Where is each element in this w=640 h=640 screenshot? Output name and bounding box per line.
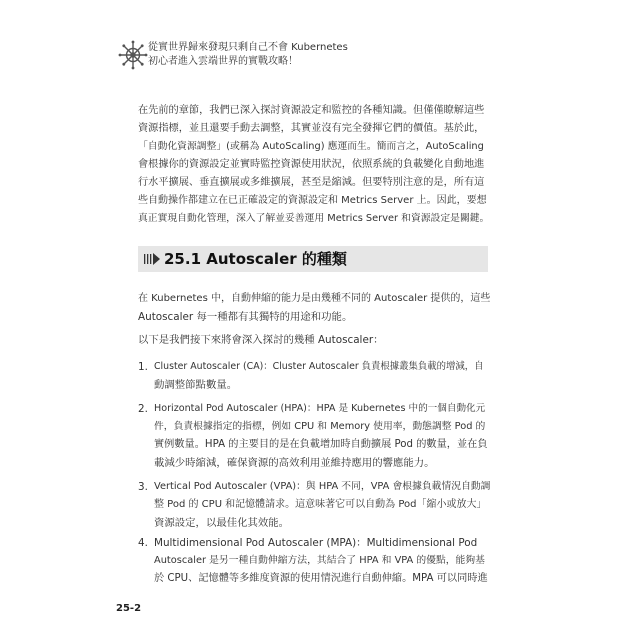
list-number: 2. xyxy=(138,403,148,415)
paragraph-autoscaler-intro xyxy=(138,290,490,326)
text-line: 在先前的章節，我們已深入探討資源設定和監控的各種知識。但僅僅瞭解這些 xyxy=(138,105,485,116)
text-line: 動調整節點數量。 xyxy=(154,379,238,391)
text-line: 資源設定，以最佳化其效能。 xyxy=(154,517,290,529)
book-title-line-2: 初心者進入雲端世界的實戰攻略！ xyxy=(148,56,298,67)
intro-paragraph xyxy=(138,102,490,228)
kubernetes-helm-icon xyxy=(118,40,148,70)
text-line: 資源指標，並且還要手動去調整，其實並沒有完全發揮它們的價值。基於此， xyxy=(138,123,485,134)
text-line: 在 Kubernetes 中，自動伸縮的能力是由幾種不同的 Autoscaler 提供的，這些 xyxy=(138,293,491,304)
list-number: 4. xyxy=(138,537,148,549)
page-number: 25-2 xyxy=(116,603,142,614)
text-line: 「自動化資源調整」(或稱為 AutoScaling) 應運而生。簡而言之，AutoScaling xyxy=(138,141,484,152)
list-number: 3. xyxy=(138,481,148,493)
text-line: 以下是我們接下來將會深入探討的幾種 Autoscaler： xyxy=(138,334,384,346)
text-line: 些自動操作都建立在已正確設定的資源設定和 Metrics Server 上。因此，要想 xyxy=(138,195,487,206)
list-number: 1. xyxy=(138,361,148,373)
list-item xyxy=(138,400,490,472)
text-line: 於 CPU、記憶體等多維度資源的使用情況進行自動伸縮。MPA 可以同時進 xyxy=(154,573,488,584)
list-item xyxy=(138,478,490,532)
text-line: 會根據你的資源設定並實時監控資源使用狀況，依照系統的負載變化自動地進 xyxy=(138,159,485,170)
text-line: 載減少時縮減，確保資源的高效利用並維持應用的響應能力。 xyxy=(154,457,435,469)
text-line: 件，負責根據指定的指標，例如 CPU 和 Memory 使用率，動態調整 Pod 的 xyxy=(154,421,486,432)
section-heading xyxy=(138,246,488,272)
text-line: 實例數量。HPA 的主要目的是在負載增加時自動擴展 Pod 的數量，並在負 xyxy=(154,439,488,450)
text-line: Autoscaler 是另一種自動伸縮方法，其結合了 HPA 和 VPA 的優點，能夠基 xyxy=(154,555,485,566)
text-line: Autoscaler 每一種都有其獨特的用途和功能。 xyxy=(138,311,353,323)
text-line: Horizontal Pod Autoscaler (HPA)：HPA 是 Kubernetes 中的一個自動化元 xyxy=(154,403,486,414)
text-line: Vertical Pod Autoscaler (VPA)：與 HPA 不同，VPA 會根據負載情況自動調 xyxy=(154,481,491,492)
section-title: 25.1 Autoscaler 的種類 xyxy=(164,250,347,268)
text-line: 行水平擴展、垂直擴展或多維擴展，甚至是縮減。但要特別注意的是，所有這 xyxy=(138,177,485,188)
book-title xyxy=(148,41,408,69)
text-line: Multidimensional Pod Autoscaler (MPA)：Multidimensional Pod xyxy=(154,537,478,549)
text-line: 整 Pod 的 CPU 和記憶體請求。這意味著它可以自動為 Pod「縮小或放大」 xyxy=(154,499,487,510)
list-item xyxy=(138,534,490,588)
text-line: 真正實現自動化管理，深入了解並妥善運用 Metrics Server 和資源設定是關鍵。 xyxy=(138,213,490,224)
list-item xyxy=(138,358,490,394)
section-arrow-icon xyxy=(144,253,160,265)
text-line: Cluster Autoscaler (CA)：Cluster Autoscaler 負責根據叢集負載的增減，自 xyxy=(154,361,484,372)
book-title-line-1: 從實世界歸來發現只剩自己不會 Kubernetes xyxy=(148,42,348,53)
paragraph-list-lead xyxy=(138,331,490,349)
